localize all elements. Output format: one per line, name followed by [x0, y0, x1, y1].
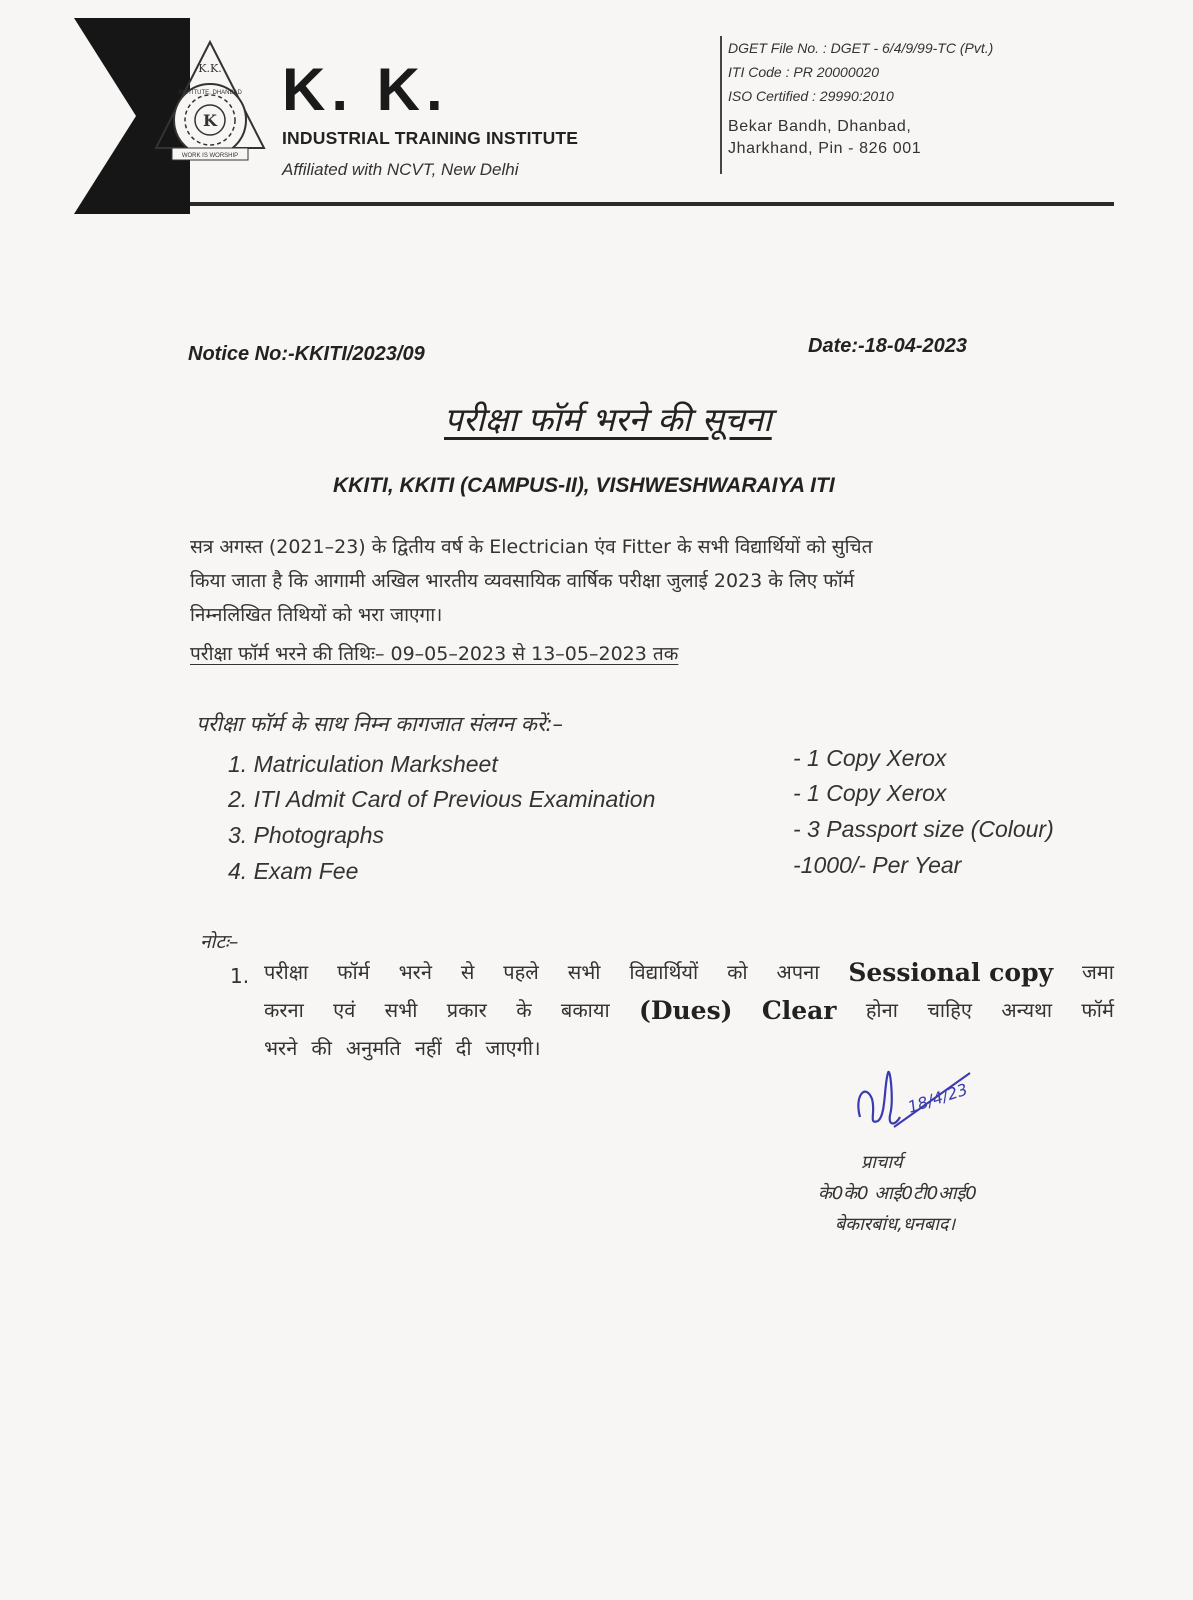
institute-logo [150, 38, 270, 166]
signatory-place: बेकारबांध,धनबाद। [835, 1214, 956, 1235]
affiliation: Affiliated with NCVT, New Delhi [282, 160, 519, 179]
notice-title: परीक्षा फॉर्म भरने की सूचना [444, 400, 772, 439]
document-item: 3. Photographs [228, 822, 385, 848]
note-number: 1. [230, 964, 250, 988]
address-line-2: Jharkhand, Pin - 826 001 [728, 140, 922, 157]
note-heading: नोटः– [200, 931, 239, 953]
note-line-2: करना एवं सभी प्रकार के बकाया (Dues) Clear होना चाहिए अन्यथा फॉर्म [264, 996, 1114, 1025]
dget-file-no: DGET File No. : DGET - 6/4/9/99-TC (Pvt.) [728, 40, 994, 56]
note-line-3: भरने की अनुमति नहीं दी जाएगी। [264, 1036, 541, 1060]
paragraph-line-1: सत्र अगस्त (2021–23) के द्वितीय वर्ष के Electrician एंव Fitter के सभी विद्यार्थियों को सुचित [190, 536, 873, 558]
signature-scrawl [850, 1055, 990, 1145]
svg-text:K: K [203, 111, 217, 130]
paragraph-line-2: किया जाता है कि आगामी अखिल भारतीय व्यवसायिक वार्षिक परीक्षा जुलाई 2023 के लिए फॉर्म [190, 570, 855, 592]
signatory-organization: के0के0 आई0टी0आई0 [818, 1183, 977, 1204]
letterhead-notch [74, 18, 136, 214]
document-quantity: -1000/- Per Year [793, 852, 962, 878]
institute-name: INDUSTRIAL TRAINING INSTITUTE [282, 128, 579, 148]
brand-name: K. K. [282, 56, 449, 123]
document-quantity: - 1 Copy Xerox [793, 780, 947, 806]
document-item: 4. Exam Fee [228, 858, 359, 884]
iso-certified: ISO Certified : 29990:2010 [728, 88, 894, 104]
document-quantity: - 1 Copy Xerox [793, 745, 947, 771]
paragraph-line-3: निम्नलिखित तिथियों को भरा जाएगा। [190, 604, 443, 626]
signature-date: 18/4/23 [905, 1079, 970, 1117]
logo-motto: WORK IS WORSHIP [181, 153, 239, 159]
form-dates-line: परीक्षा फॉर्म भरने की तिथिः– 09–05–2023 से 13–05–2023 तक [190, 643, 679, 665]
note-line-1: परीक्षा फॉर्म भरने से पहले सभी विद्यार्थियों को अपना Sessional copy जमा [264, 958, 1114, 987]
address-line-1: Bekar Bandh, Dhanbad, [728, 118, 912, 135]
notice-subtitle: KKITI, KKITI (CAMPUS-II), VISHWESHWARAIYA ITI [333, 474, 835, 497]
signatory-designation: प्राचार्य [861, 1152, 903, 1173]
logo-ring-text: INSTITUTE, DHANBAD [178, 90, 242, 96]
letterhead-divider [720, 36, 722, 174]
notice-date: Date:-18-04-2023 [808, 335, 967, 357]
document-quantity: - 3 Passport size (Colour) [793, 816, 1054, 842]
documents-heading: परीक्षा फॉर्म के साथ निम्न कागजात संलग्न करें:– [196, 712, 564, 736]
notice-number: Notice No:-KKITI/2023/09 [188, 343, 425, 365]
iti-code: ITI Code : PR 20000020 [728, 64, 879, 80]
letterhead-underline [190, 202, 1114, 206]
document-item: 1. Matriculation Marksheet [228, 751, 498, 777]
logo-monogram: K.K. [198, 62, 222, 75]
document-item: 2. ITI Admit Card of Previous Examination [228, 786, 656, 812]
